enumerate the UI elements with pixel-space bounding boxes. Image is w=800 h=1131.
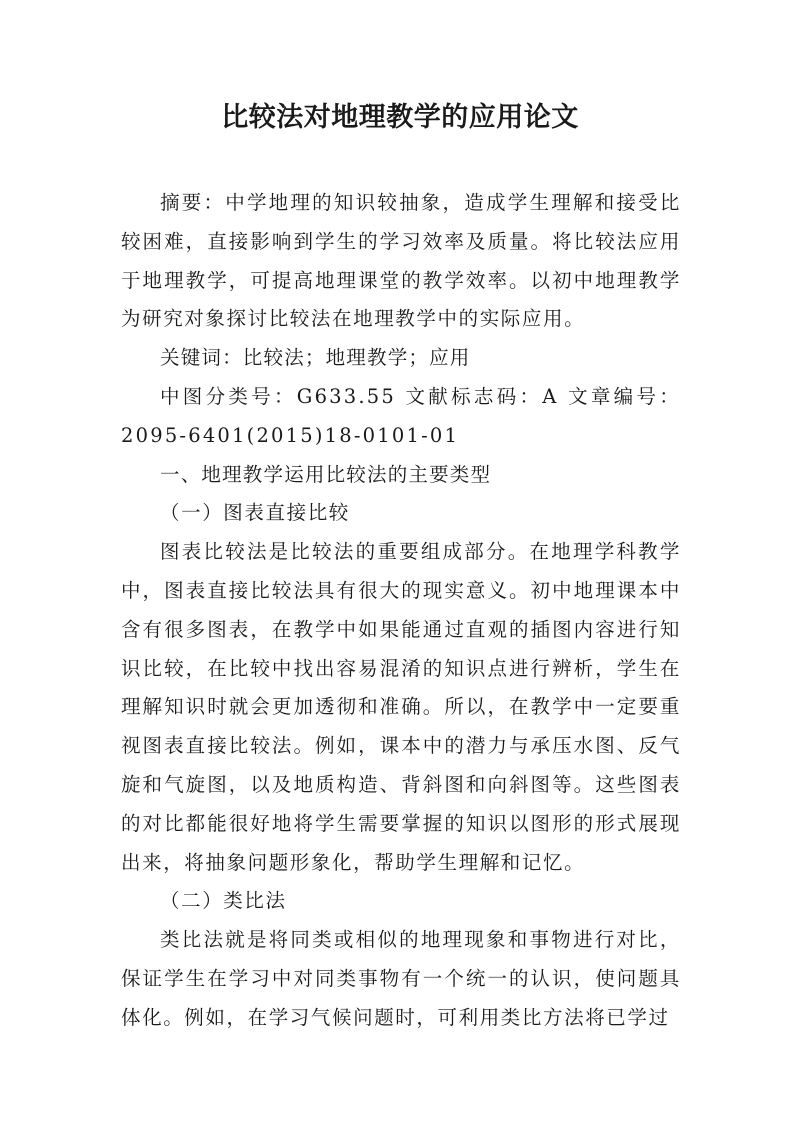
section-heading-1: 一、地理教学运用比较法的主要类型 <box>160 462 492 486</box>
document-title: 比较法对地理教学的应用论文 <box>221 102 579 133</box>
classification-line: 中图分类号：G633.55 文献标志码：A 文章编号：2095-6401(2015)18-0101-01 <box>121 384 681 447</box>
keywords-line: 关键词：比较法；地理教学；应用 <box>160 346 471 370</box>
body-paragraph-2: 类比法就是将同类或相似的地理现象和事物进行对比，保证学生在学习中对同类事物有一个统一的认识，使问题具体化。例如，在学习气候问题时，可利用类比方法将已学过 <box>121 928 681 1029</box>
body-paragraph-1: 图表比较法是比较法的重要组成部分。在地理学科教学中，图表直接比较法具有很大的现实意义。初中地理课本中含有很多图表，在教学中如果能通过直观的插图内容进行知识比较，在比较中找出容易混淆的知识点进行辨析，学生在理解知识时就会更加透彻和准确。所以，在教学中一定要重视图表直接比较法。例如，课本中的潜力与承压水图、反气旋和气旋图，以及地质构造、背斜图和向斜图等。这些图表的对比都能很好地将学生需要掌握的知识以图形的形式展现出来，将抽象问题形象化，帮助学生理解和记忆。 <box>121 540 681 874</box>
abstract-paragraph: 摘要：中学地理的知识较抽象，造成学生理解和接受比较困难，直接影响到学生的学习效率及质量。将比较法应用于地理教学，可提高地理课堂的教学效率。以初中地理教学为研究对象探讨比较法在地理教学中的实际应用。 <box>121 191 681 331</box>
subsection-heading-1: （一）图表直接比较 <box>160 501 350 525</box>
subsection-heading-2: （二）类比法 <box>160 889 287 913</box>
document-body <box>121 184 681 1038</box>
